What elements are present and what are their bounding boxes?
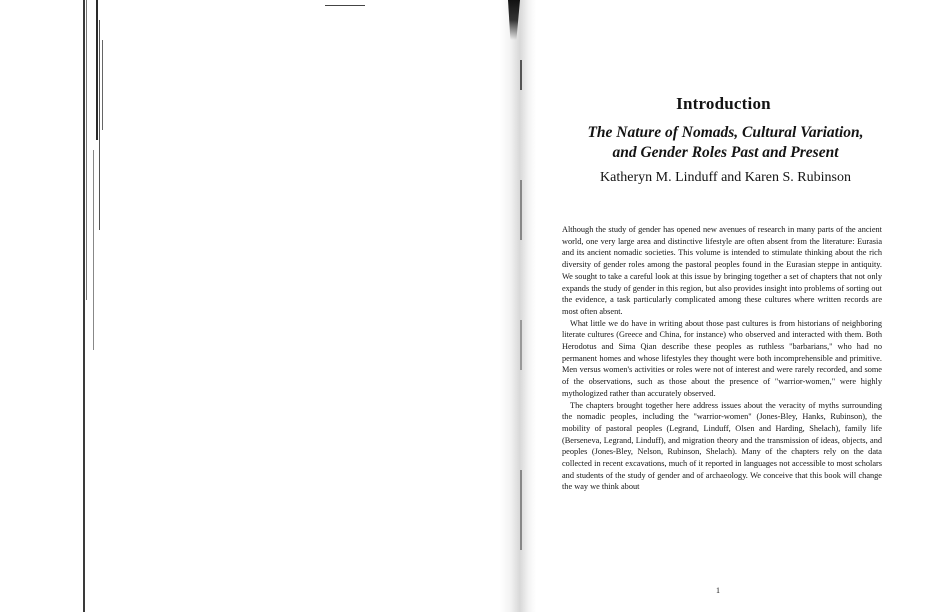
chapter-subtitle bbox=[548, 123, 903, 163]
scan-edge-line bbox=[93, 150, 94, 350]
scan-top-mark bbox=[325, 5, 365, 6]
page-number: 1 bbox=[716, 586, 720, 595]
gutter-speck bbox=[520, 180, 522, 240]
subtitle-line-1: The Nature of Nomads, Cultural Variation, bbox=[587, 124, 864, 141]
scan-edge-line bbox=[99, 20, 100, 230]
scan-edge-line bbox=[96, 0, 98, 140]
paragraph: Although the study of gender has opened new avenues of research in many parts of the ancient world, one very large area and distinctive lifestyle are often absent from the literature: Eurasia and its ancient nomadic societies. This volume is intended to stimulate thinking about the rich diversity of gender roles among the pastoral peoples found in the Eurasian steppe in antiquity. We sought to take a careful look at this issue by bringing together a set of chapters that not only expands the study of gender in this region, but also provides insight into problems of sorting out the evidence, a task particularly complicated among these cultures where written records are most often absent. bbox=[562, 225, 882, 316]
gutter-speck bbox=[520, 60, 522, 90]
scan-edge-line bbox=[86, 0, 87, 300]
subtitle-line-2: and Gender Roles Past and Present bbox=[612, 144, 839, 161]
gutter-speck bbox=[520, 320, 522, 370]
chapter-title: Introduction bbox=[676, 94, 771, 113]
page-gutter bbox=[500, 0, 536, 612]
paragraph: What little we do have in writing about those past cultures is from historians of neighboring literate cultures (Greece and China, for instance) who observed and interacted with them. Both Herodotus and Sima Qian describe these peoples as ruthless "barbarians," who had no permanent homes and whose lifestyles they thought were both incomprehensible and primitive. Men versus women's activities or roles were not of interest and were rarely recorded, and some of the observations, such as those about the presence of "warrior-women," were highly mythologized rather than accurately observed. bbox=[562, 318, 882, 398]
scan-edge-line bbox=[102, 40, 103, 130]
paragraph: The chapters brought together here address issues about the veracity of myths surrounding the nomadic peoples, including the "warrior-women" (Jones-Bley, Hanks, Rubinson), the mobility of pastoral peoples (Legrand, Linduff, Olsen and Harding, Shelach), family life (Berseneva, Legrand, Linduff), and migration theory and the transmission of ideas, objects, and peoples (Jones-Bley, Nelson, Rubinson, Shelach). Many of the chapters rely on the data collected in recent excavations, much of it reported in languages not accessible to most scholars and students of the study of gender and of archaeology. We conceive that this book will change the way we think about bbox=[562, 400, 882, 492]
gutter-speck bbox=[520, 470, 522, 550]
scan-edge-line bbox=[83, 0, 85, 612]
body-text bbox=[562, 224, 882, 493]
chapter-authors: Katheryn M. Linduff and Karen S. Rubinson bbox=[600, 170, 851, 185]
